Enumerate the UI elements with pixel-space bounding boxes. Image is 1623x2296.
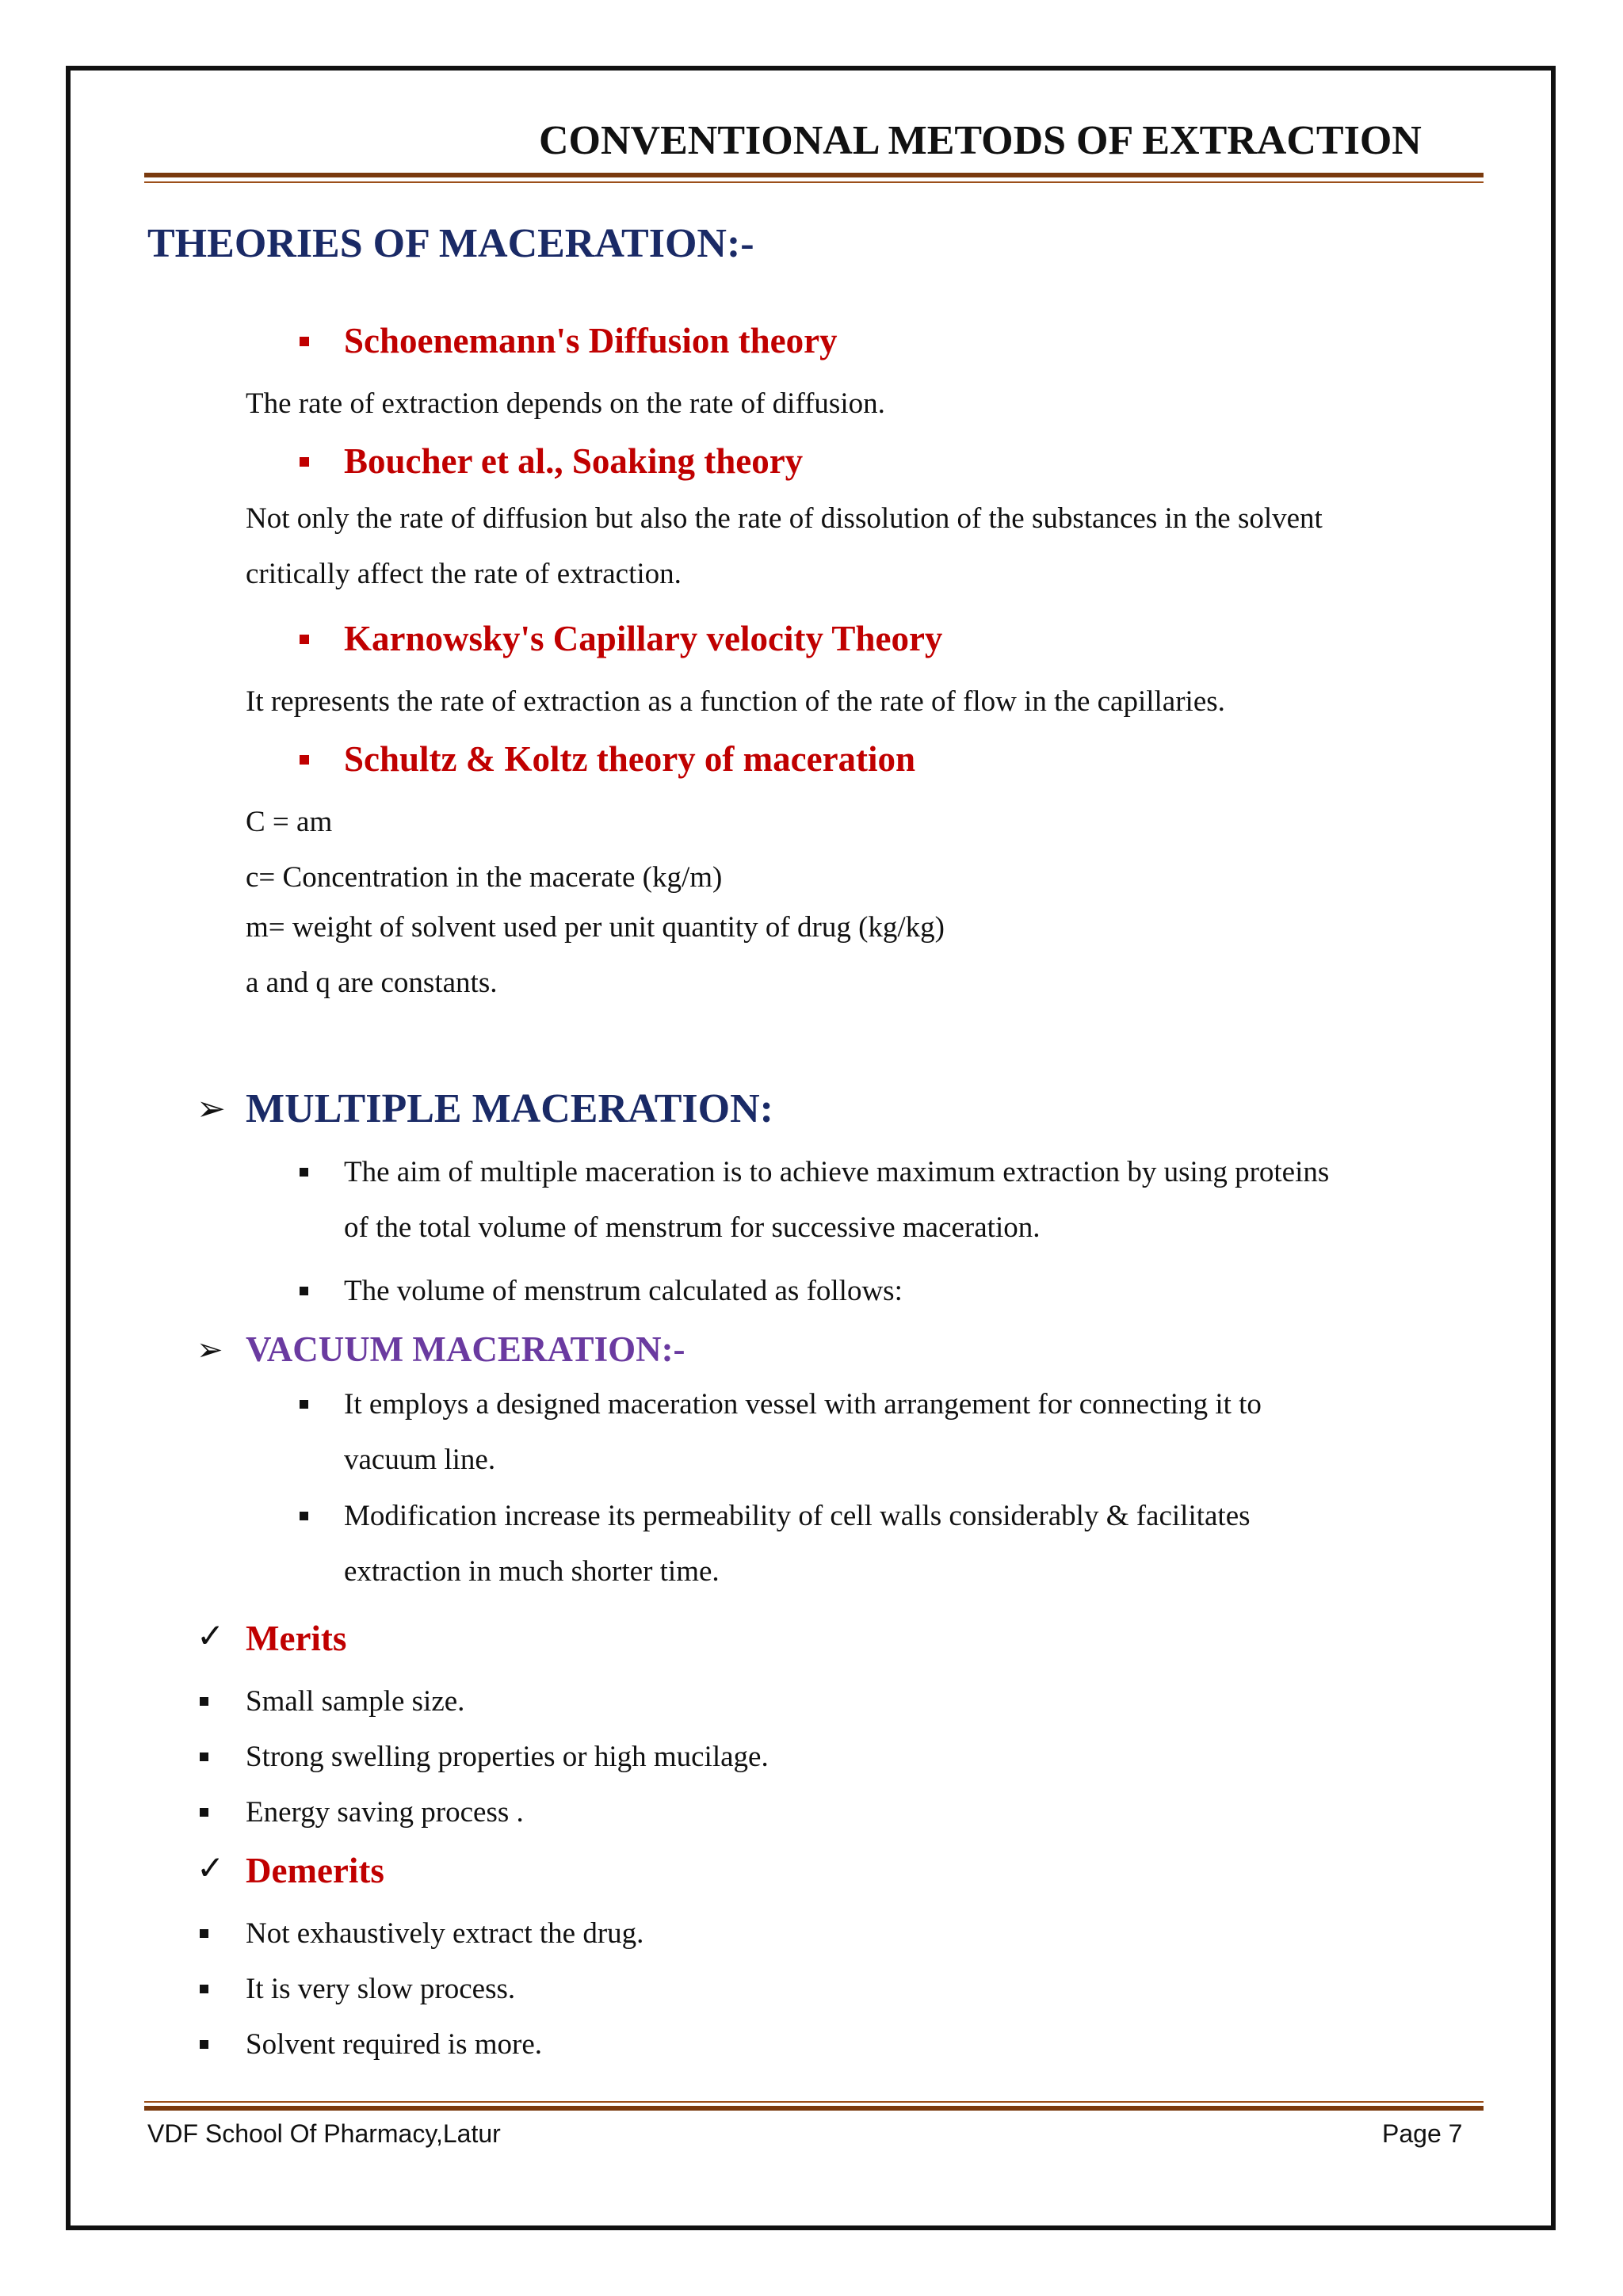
bullet-square <box>200 2040 208 2049</box>
check-icon: ✓ <box>197 1619 225 1655</box>
demerits-heading: Demerits <box>246 1851 384 1890</box>
page-header-title: CONVENTIONAL METODS OF EXTRACTION <box>539 118 1422 163</box>
formula-text: m= weight of solvent used per unit quantity of drug (kg/kg) <box>246 911 945 944</box>
multiple-heading: MULTIPLE MACERATION: <box>246 1086 773 1131</box>
formula-text: c= Concentration in the macerate (kg/m) <box>246 861 723 894</box>
theory-title: Karnowsky's Capillary velocity Theory <box>344 619 943 658</box>
bullet-square <box>300 1168 308 1177</box>
theory-title: Boucher et al., Soaking theory <box>344 441 804 481</box>
footer-school: VDF School Of Pharmacy,Latur <box>147 2119 501 2148</box>
bullet-square <box>200 1929 208 1938</box>
vacuum-heading: VACUUM MACERATION:- <box>246 1329 685 1369</box>
vacuum-bullet-text: extraction in much shorter time. <box>344 1555 720 1588</box>
theory-title: Schultz & Koltz theory of maceration <box>344 739 916 779</box>
theory-text: The rate of extraction depends on the rate of diffusion. <box>246 387 885 420</box>
vacuum-bullet-text: It employs a designed maceration vessel with arrangement for connecting it to <box>344 1388 1262 1421</box>
footer-page-number: Page 7 <box>1382 2119 1463 2148</box>
bullet-square <box>300 1512 308 1520</box>
bullet-square <box>300 755 309 765</box>
header-rule-thin <box>144 181 1484 183</box>
theory-title: Schoenemann's Diffusion theory <box>344 321 838 360</box>
demerit-item: It is very slow process. <box>246 1973 516 2005</box>
bullet-square <box>200 1753 208 1761</box>
demerit-item: Solvent required is more. <box>246 2028 543 2061</box>
footer-rule-thick <box>144 2106 1484 2111</box>
vacuum-bullet-text: vacuum line. <box>344 1444 496 1476</box>
theories-heading: THEORIES OF MACERATION:- <box>147 221 754 266</box>
bullet-square <box>300 337 309 346</box>
merit-item: Small sample size. <box>246 1685 465 1718</box>
bullet-square <box>200 1985 208 1993</box>
merit-item: Energy saving process . <box>246 1796 524 1829</box>
multiple-bullet-text: of the total volume of menstrum for successive maceration. <box>344 1211 1041 1244</box>
merits-heading: Merits <box>246 1619 347 1658</box>
formula-text: C = am <box>246 806 333 838</box>
arrow-icon: ➢ <box>197 1089 226 1128</box>
footer-rule-thin <box>144 2101 1484 2103</box>
bullet-square <box>300 457 309 467</box>
multiple-bullet-text: The aim of multiple maceration is to achieve maximum extraction by using proteins <box>344 1156 1330 1188</box>
arrow-icon: ➢ <box>197 1332 223 1367</box>
multiple-bullet-text: The volume of menstrum calculated as follows: <box>344 1275 903 1307</box>
bullet-square <box>300 1287 308 1295</box>
theory-text: Not only the rate of diffusion but also the rate of dissolution of the substances in the solvent <box>246 502 1323 535</box>
formula-text: a and q are constants. <box>246 967 498 999</box>
bullet-square <box>200 1697 208 1706</box>
bullet-square <box>300 635 309 644</box>
header-rule-thick <box>144 173 1484 177</box>
bullet-square <box>200 1808 208 1817</box>
vacuum-bullet-text: Modification increase its permeability of cell walls considerably & facilitates <box>344 1500 1251 1532</box>
merit-item: Strong swelling properties or high mucilage. <box>246 1741 769 1773</box>
demerit-item: Not exhaustively extract the drug. <box>246 1917 644 1950</box>
check-icon: ✓ <box>197 1851 225 1887</box>
theory-text: It represents the rate of extraction as a function of the rate of flow in the capillaries. <box>246 685 1225 718</box>
bullet-square <box>300 1400 308 1409</box>
theory-text: critically affect the rate of extraction. <box>246 558 682 590</box>
